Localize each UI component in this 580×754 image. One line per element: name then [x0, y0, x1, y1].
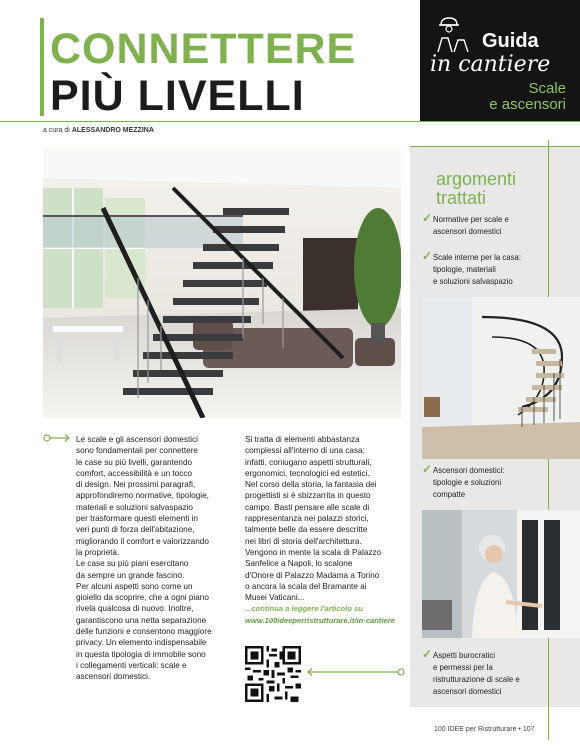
body-line: sono fondamentali per connettere — [76, 446, 198, 456]
body-line: materiali e soluzioni salvaspazio — [76, 502, 193, 512]
worker-helmet-icon — [438, 16, 460, 36]
topic-line: Ascensori domestici: — [433, 466, 505, 475]
article-link[interactable]: www.100ideeperristrutturare.it/in-cantiere — [245, 615, 395, 625]
body-line: in questa tipologia di immobile sono — [76, 649, 206, 659]
topic-line: tipologie, materiali — [433, 265, 496, 274]
topics-title-line2: trattati — [436, 188, 487, 208]
sidebar-top-rule — [410, 146, 580, 147]
topic-line: tipologie e soluzioni — [433, 478, 502, 487]
topic-line: Scale interne per la casa: — [433, 253, 521, 262]
main-photo-staircase — [43, 148, 401, 418]
topic-item — [422, 249, 521, 288]
body-line: per trasformare questi elementi in — [76, 514, 198, 524]
spiral-staircase-photo — [422, 297, 580, 459]
body-line: progettisti si è sbizzarrita in questo — [245, 491, 371, 501]
qr-code-icon[interactable] — [245, 646, 301, 702]
page-title-line1: CONNETTERE — [50, 25, 357, 73]
body-line: Le case su più piani esercitano — [76, 559, 189, 569]
topic-line: e permessi per la — [433, 663, 493, 672]
body-column-2 — [245, 434, 395, 626]
title-accent-bar — [40, 18, 44, 116]
worker-body-icon — [436, 36, 476, 52]
topic-line: ascensori domestici — [433, 227, 502, 236]
body-line: o ancora la scala del Bramante ai — [245, 581, 367, 591]
topic-line: Normative per scale e — [433, 215, 509, 224]
body-line: d'Onore di Palazzo Madama a Torino — [245, 570, 380, 580]
body-line: Sanfelice a Napoli, lo scalone — [245, 559, 353, 569]
continue-reading-text: ...continua a leggere l'articolo su — [245, 604, 363, 614]
body-line: la proprietà. — [76, 547, 120, 557]
arrow-left-icon — [306, 667, 406, 677]
guide-script: in cantiere — [430, 52, 551, 77]
body-line: garantiscono una netta separazione — [76, 615, 207, 625]
spiral-staircase-illustration — [422, 297, 580, 459]
body-line: Musei Vaticani... — [245, 593, 305, 603]
author-name: ALESSANDRO MEZZINA — [71, 127, 154, 134]
guide-subtitle-2: e ascensori — [489, 96, 566, 113]
body-line: comfort, accessibilità e un tocco — [76, 468, 193, 478]
arrow-right-icon — [43, 433, 71, 443]
author-credit — [43, 127, 154, 134]
body-line: nei libri di storia dell'architettura. — [245, 536, 362, 546]
topic-item — [422, 462, 505, 501]
page-footer: 100 IDEE per Ristrutturare • 107 — [434, 726, 535, 733]
body-line: veri punti di forza dell'abitazione, — [76, 525, 195, 535]
topic-line: e soluzioni salvaspazio — [433, 277, 513, 286]
body-line: campo. Basti pensare alle scale di — [245, 502, 370, 512]
body-line: rivela qualcosa di nuovo. Inoltre, — [76, 604, 194, 614]
body-line: ergonomici, tecnologici ed estetici. — [245, 468, 370, 478]
body-line: migliorando il comfort e valorizzando — [76, 536, 209, 546]
body-line: privacy. Un elemento indispensabile — [76, 638, 207, 648]
body-column-1 — [76, 434, 212, 683]
body-line: ascensori domestici. — [76, 672, 151, 682]
check-icon: ✓ — [422, 647, 433, 661]
body-line: rappresentanza nei palazzi storici, — [245, 514, 369, 524]
guide-box — [420, 0, 580, 121]
topic-line: ristrutturazione di scale e — [433, 675, 520, 684]
topic-line: compatte — [433, 490, 466, 499]
check-icon: ✓ — [422, 249, 433, 263]
topic-item — [422, 211, 509, 238]
author-prefix: a cura di — [43, 127, 70, 134]
body-line: i collegamenti verticali: scale e — [76, 660, 187, 670]
elevator-woman-photo — [422, 510, 580, 638]
body-line: Nel corso della storia, la fantasia dei — [245, 480, 377, 490]
check-icon: ✓ — [422, 462, 433, 476]
body-line: approfondiremo normative, tipologie, — [76, 491, 209, 501]
body-line: Si tratta di elementi abbastanza — [245, 435, 360, 444]
guide-subtitle-1: Scale — [528, 80, 566, 97]
body-line: da sempre un grande fascino. — [76, 570, 185, 580]
topics-title-line1: argomenti — [436, 169, 517, 189]
body-line: complessi all'interno di una casa: — [245, 446, 365, 456]
body-line: talmente belle da essere descritte — [245, 525, 368, 535]
body-line: le case su più livelli, garantendo — [76, 457, 193, 467]
body-line: Le scale e gli ascensori domestici — [76, 435, 198, 444]
body-line: infatti, coniugano aspetti strutturali, — [245, 457, 372, 467]
staircase-illustration — [43, 148, 401, 418]
page-title-line2: PIÙ LIVELLI — [50, 72, 305, 120]
topic-line: ascensori domestici — [433, 687, 502, 696]
topic-item — [422, 647, 520, 698]
body-line: Vengono in mente la scala di Palazzo — [245, 547, 382, 557]
guide-word: Guida — [482, 30, 539, 52]
body-line: di design. Nei prossimi paragrafi, — [76, 480, 196, 490]
elevator-illustration — [422, 510, 580, 638]
body-line: gioiello da scoprire, che a ogni piano — [76, 593, 209, 603]
check-icon: ✓ — [422, 211, 433, 225]
topic-line: Aspetti burocratici — [433, 651, 495, 660]
body-line: Per alcuni aspetti sono come un — [76, 581, 193, 591]
body-line: delle funzioni e consentono maggiore — [76, 627, 212, 637]
header-divider — [0, 121, 580, 122]
